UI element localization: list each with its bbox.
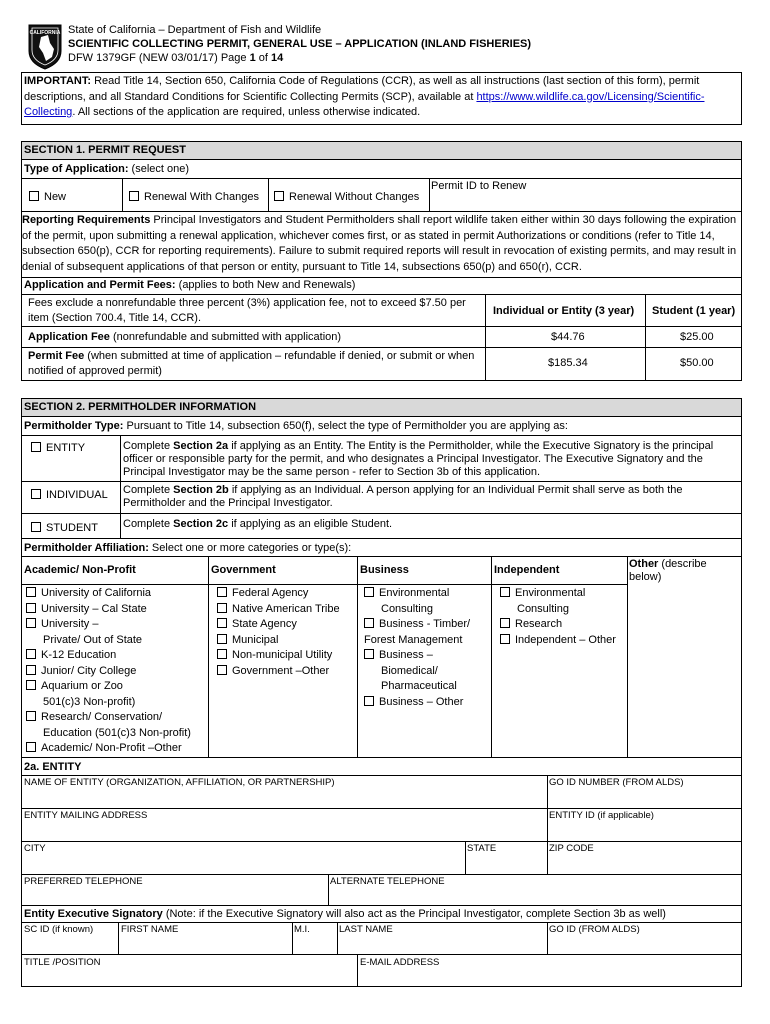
seal-text: CALIFORNIA xyxy=(29,30,61,36)
name-of-entity-field[interactable] xyxy=(22,790,546,807)
type-hint: (select one) xyxy=(128,163,190,175)
fees-hint: (applies to both New and Renewals) xyxy=(175,279,356,291)
affiliation-checkbox[interactable] xyxy=(500,587,510,597)
affiliation-checkbox[interactable] xyxy=(217,649,227,659)
new-checkbox[interactable] xyxy=(29,191,39,201)
affiliation-option[interactable] xyxy=(26,664,191,680)
page-number: 1 xyxy=(249,52,256,64)
permitholder-affiliation xyxy=(24,542,351,554)
affiliation-option[interactable] xyxy=(500,586,616,602)
academic-options xyxy=(26,586,191,757)
affiliation-checkbox[interactable] xyxy=(26,742,36,752)
preferred-phone-label: PREFERRED TELEPHONE xyxy=(24,876,143,887)
fees-heading xyxy=(24,279,355,291)
go-id-alds-label: GO ID (FROM ALDS) xyxy=(549,924,640,935)
mailing-address-label: ENTITY MAILING ADDRESS xyxy=(24,810,148,821)
affiliation-option[interactable] xyxy=(364,695,470,711)
entity-section-ref: Section 2a xyxy=(173,440,229,452)
affiliation-option-label: Research/ Conservation/ xyxy=(41,711,163,723)
col-government: Government xyxy=(211,564,276,576)
affiliation-checkbox[interactable] xyxy=(217,634,227,644)
title-position-label: TITLE /POSITION xyxy=(24,957,101,968)
individual-pre: Complete xyxy=(123,484,174,496)
affiliation-checkbox[interactable] xyxy=(26,649,36,659)
affiliation-option-label: Aquarium or Zoo xyxy=(41,680,123,692)
option-new-label: New xyxy=(44,191,67,203)
affiliation-option-label: Pharmaceutical xyxy=(381,680,457,692)
of-text: of xyxy=(255,52,271,64)
option-renewal-with-label: Renewal With Changes xyxy=(144,191,259,203)
affiliation-option[interactable] xyxy=(500,633,616,649)
affiliation-option-label: K-12 Education xyxy=(41,649,117,661)
independent-options xyxy=(500,586,616,648)
affiliation-option[interactable] xyxy=(26,586,191,602)
permitholder-type-text: Pursuant to Title 14, subsection 650(f), select the type of Permitholder you are applying as: xyxy=(123,420,568,432)
department-seal xyxy=(26,23,64,71)
col-business: Business xyxy=(360,564,409,576)
name-of-entity-label: NAME OF ENTITY (ORGANIZATION, AFFILIATION, OR PARTNERSHIP) xyxy=(24,777,335,788)
affiliation-option-label: 501(c)3 Non-profit) xyxy=(43,695,136,708)
student-description xyxy=(123,518,392,530)
option-renewal-without-changes[interactable] xyxy=(274,191,419,203)
go-id-number-label: GO ID NUMBER (FROM ALDS) xyxy=(549,777,684,788)
mi-field[interactable] xyxy=(293,937,336,953)
affiliation-option-label: Academic/ Non-Profit –Other xyxy=(41,742,182,754)
section1-heading: SECTION 1. PERMIT REQUEST xyxy=(24,144,186,156)
affiliation-checkbox[interactable] xyxy=(364,618,374,628)
option-renewal-without-label: Renewal Without Changes xyxy=(289,191,420,203)
affiliation-checkbox[interactable] xyxy=(217,618,227,628)
affiliation-option-label: Education (501(c)3 Non-profit) xyxy=(43,726,191,739)
affiliation-option-label: Forest Management xyxy=(364,633,463,646)
state-field[interactable] xyxy=(466,856,546,873)
city-field[interactable] xyxy=(22,856,464,873)
application-fee-row xyxy=(28,331,341,343)
affiliation-option xyxy=(26,726,191,742)
fees-note: Fees exclude a nonrefundable three percent (3%) application fee, not to exceed $7.50 per item (Section 700.4, Title 14, CCR). xyxy=(28,297,466,324)
affiliation-option-label: Native American Tribe xyxy=(232,602,340,615)
student-pre: Complete xyxy=(123,518,174,530)
affiliation-option-label: University of California xyxy=(41,587,152,599)
affiliation-option-label: Biomedical/ xyxy=(381,664,438,677)
exec-label: Entity Executive Signatory xyxy=(24,908,163,920)
col-individual-header: Individual or Entity (3 year) xyxy=(493,305,635,317)
option-new[interactable] xyxy=(29,191,66,203)
app-fee-individual: $44.76 xyxy=(551,331,585,343)
affiliation-checkbox[interactable] xyxy=(217,665,227,675)
wildlife-website-link[interactable]: https://www.wildlife.ca.gov/Licensing/Scientific-Collecting xyxy=(24,90,705,118)
affiliation-option[interactable] xyxy=(26,679,191,695)
affiliation-option-label: University – Cal State xyxy=(41,602,147,615)
individual-section-ref: Section 2b xyxy=(173,484,229,496)
col-other xyxy=(629,558,739,584)
col-student-header: Student (1 year) xyxy=(652,305,736,317)
affiliation-option[interactable] xyxy=(26,602,191,618)
sc-id-field[interactable] xyxy=(22,937,117,953)
important-notice xyxy=(24,74,736,121)
city-label: CITY xyxy=(24,843,46,854)
fees-label: Application and Permit Fees: xyxy=(24,279,176,291)
go-id-alds-field[interactable] xyxy=(548,937,741,953)
affiliation-option-label: Business – Other xyxy=(379,695,464,708)
affiliation-option[interactable] xyxy=(217,586,340,602)
affiliation-checkbox[interactable] xyxy=(26,711,36,721)
col-other-label: Other xyxy=(629,558,659,570)
email-label: E-MAIL ADDRESS xyxy=(360,957,440,968)
affiliation-option xyxy=(364,679,470,695)
student-label: STUDENT xyxy=(46,522,98,534)
zip-label: ZIP CODE xyxy=(549,843,594,854)
zip-field[interactable] xyxy=(548,856,741,873)
app-fee-label: Application Fee xyxy=(28,331,110,343)
affiliation-checkbox[interactable] xyxy=(364,696,374,706)
permit-id-to-renew-field[interactable] xyxy=(430,195,741,210)
affiliation-option[interactable] xyxy=(26,710,191,726)
government-options xyxy=(217,586,340,679)
page-total: 14 xyxy=(271,52,284,64)
affiliation-checkbox[interactable] xyxy=(500,634,510,644)
permit-fee-label: Permit Fee xyxy=(28,350,85,362)
first-name-field[interactable] xyxy=(119,937,291,953)
affiliation-checkbox[interactable] xyxy=(217,603,227,613)
permit-fee-hint: (when submitted at time of application – refundable if denied, or submit or when notified of approved permit) xyxy=(28,350,475,377)
entity-pre: Complete xyxy=(123,440,174,452)
affiliation-option xyxy=(26,695,191,711)
affiliation-option-label: Consulting xyxy=(517,602,569,615)
affiliation-option-label: Business - Timber/ xyxy=(379,618,471,630)
permit-fee-student: $50.00 xyxy=(680,357,714,369)
student-section-ref: Section 2c xyxy=(173,518,229,530)
form-number xyxy=(68,52,283,64)
affiliation-option xyxy=(26,633,191,649)
individual-post: if applying as an Individual. A person applying for an Individual Permit shall serve as both the Permitholder and the Principal Investigator. xyxy=(123,484,683,509)
affiliation-option xyxy=(364,633,470,649)
affiliation-checkbox[interactable] xyxy=(26,603,36,613)
affiliation-option xyxy=(364,664,470,680)
entity-description xyxy=(123,440,739,479)
executive-signatory xyxy=(24,908,666,920)
col-independent: Independent xyxy=(494,564,560,576)
permitholder-type xyxy=(24,420,568,432)
affiliation-checkbox[interactable] xyxy=(364,649,374,659)
affiliation-text: Select one or more categories or type(s): xyxy=(148,542,352,554)
affiliation-checkbox[interactable] xyxy=(217,587,227,597)
affiliation-option[interactable] xyxy=(500,617,616,633)
title-position-field[interactable] xyxy=(22,970,356,986)
type-individual[interactable] xyxy=(31,489,108,501)
affiliation-option-label: University – xyxy=(41,618,99,630)
affiliation-checkbox[interactable] xyxy=(26,618,36,628)
affiliation-option-label: Business – xyxy=(379,649,433,661)
affiliation-option[interactable] xyxy=(217,664,340,680)
entity-id-label: ENTITY ID (if applicable) xyxy=(549,810,654,821)
app-fee-student: $25.00 xyxy=(680,331,714,343)
affiliation-option[interactable] xyxy=(217,617,340,633)
affiliation-option-label: Consulting xyxy=(381,602,433,615)
affiliation-checkbox[interactable] xyxy=(26,665,36,675)
permit-fee-row xyxy=(28,349,483,379)
sc-id-label: SC ID (if known) xyxy=(24,924,94,935)
affiliation-option xyxy=(364,602,470,618)
option-renewal-with-changes[interactable] xyxy=(129,191,259,203)
preferred-phone-field[interactable] xyxy=(22,889,327,904)
affiliation-checkbox[interactable] xyxy=(26,587,36,597)
affiliation-option[interactable] xyxy=(26,617,191,633)
permitholder-type-label: Permitholder Type: xyxy=(24,420,124,432)
student-checkbox[interactable] xyxy=(31,522,41,532)
alternate-phone-label: ALTERNATE TELEPHONE xyxy=(330,876,445,887)
affiliation-option[interactable] xyxy=(217,648,340,664)
exec-note: (Note: if the Executive Signatory will also act as the Principal Investigator, complete Section 3b as well) xyxy=(162,908,666,920)
type-student[interactable] xyxy=(31,522,98,534)
entity-checkbox[interactable] xyxy=(31,442,41,452)
renewal-without-changes-checkbox[interactable] xyxy=(274,191,284,201)
affiliation-checkbox[interactable] xyxy=(364,587,374,597)
last-name-field[interactable] xyxy=(338,937,546,953)
individual-description xyxy=(123,484,739,510)
permit-fee-individual: $185.34 xyxy=(548,357,588,369)
mi-label: M.I. xyxy=(294,924,310,935)
affiliation-option[interactable] xyxy=(26,648,191,664)
affiliation-option-label: Non-municipal Utility xyxy=(232,649,333,661)
type-entity[interactable] xyxy=(31,442,85,454)
renewal-with-changes-checkbox[interactable] xyxy=(129,191,139,201)
app-fee-hint: (nonrefundable and submitted with application) xyxy=(109,331,342,343)
affiliation-option-label: Environmental xyxy=(379,587,450,599)
important-text-1: Read Title 14, Section 650, California Code of Regulations (CCR), as well as all instructions (last section of this form), permit descriptions, and all Standard Conditions for Scientific Collecting Permits (SCP), available at xyxy=(24,75,700,103)
entity-label: ENTITY xyxy=(46,442,86,454)
section2-heading: SECTION 2. PERMITHOLDER INFORMATION xyxy=(24,401,257,413)
affiliation-option-label: Government –Other xyxy=(232,664,330,677)
reporting-label: Reporting Requirements xyxy=(22,214,151,226)
affiliation-option-label: State Agency xyxy=(232,618,297,630)
first-name-label: FIRST NAME xyxy=(121,924,179,935)
affiliation-option-label: Research xyxy=(515,618,563,630)
col-academic: Academic/ Non-Profit xyxy=(24,564,136,576)
alternate-phone-field[interactable] xyxy=(329,889,741,904)
affiliation-option[interactable] xyxy=(364,648,470,664)
affiliation-option-label: Municipal xyxy=(232,633,279,646)
important-text-2: . All sections of the application are required, unless otherwise indicated. xyxy=(72,106,421,118)
agency-name: State of California – Department of Fish and Wildlife xyxy=(68,24,322,36)
entity-id-field[interactable] xyxy=(548,823,741,840)
go-id-number-field[interactable] xyxy=(548,790,741,807)
entity-post: if applying as an Entity. The Entity is the Permitholder, while the Executive Signatory is the principal officer or responsible party for the permit, and who designates a Principal Investigator. The Executive Signatory and the Principal Investigator may be the same person - refer to Section 3b of this application. xyxy=(123,440,714,478)
form-title: SCIENTIFIC COLLECTING PERMIT, GENERAL USE – APPLICATION (INLAND FISHERIES) xyxy=(68,38,532,50)
important-label: IMPORTANT: xyxy=(24,75,92,87)
type-of-application xyxy=(24,163,189,175)
affiliation-checkbox[interactable] xyxy=(500,618,510,628)
reporting-text: Principal Investigators and Student Permitholders shall report wildlife taken either within 30 days following the expiration of the permit, upon submitting a renewal application, whichever comes first, or as stated in permit Authorizations or conditions (refer to Title 14, subsection 650(p), CCR for reporting requirements). Failure to submit required reports will result in revocation of existing permits, and may result in denial of subsequent applications of that person or entity, pursuant to Title 14, subsections 650(p) and 650(r), CCR. xyxy=(22,214,737,273)
affiliation-option[interactable] xyxy=(26,741,191,757)
affiliation-option-label: Independent – Other xyxy=(515,633,616,646)
affiliation-option[interactable] xyxy=(217,602,340,618)
mailing-address-field[interactable] xyxy=(22,823,546,840)
col-other-hint: (describe below) xyxy=(629,558,707,583)
reporting-requirements xyxy=(22,213,740,275)
affiliation-option-label: Environmental xyxy=(515,587,586,599)
affiliation-option-label: Private/ Out of State xyxy=(43,633,143,646)
affiliation-option xyxy=(500,602,616,618)
individual-checkbox[interactable] xyxy=(31,489,41,499)
affiliation-checkbox[interactable] xyxy=(26,680,36,690)
state-label: STATE xyxy=(467,843,497,854)
affiliation-option[interactable] xyxy=(364,617,470,633)
affiliation-label: Permitholder Affiliation: xyxy=(24,542,149,554)
other-affiliation-field[interactable] xyxy=(629,586,740,756)
last-name-label: LAST NAME xyxy=(339,924,393,935)
form-prefix: DFW 1379GF (NEW 03/01/17) Page xyxy=(68,52,250,64)
affiliation-option-label: Junior/ City College xyxy=(41,664,137,677)
business-options xyxy=(364,586,470,710)
entity-section-heading: 2a. ENTITY xyxy=(24,761,82,773)
permit-id-to-renew-label: Permit ID to Renew xyxy=(431,180,527,192)
affiliation-option[interactable] xyxy=(364,586,470,602)
individual-label: INDIVIDUAL xyxy=(46,489,108,501)
affiliation-option[interactable] xyxy=(217,633,340,649)
student-post: if applying as an eligible Student. xyxy=(228,518,393,530)
email-field[interactable] xyxy=(358,970,741,986)
type-label: Type of Application: xyxy=(24,163,129,175)
affiliation-option-label: Federal Agency xyxy=(232,587,309,599)
